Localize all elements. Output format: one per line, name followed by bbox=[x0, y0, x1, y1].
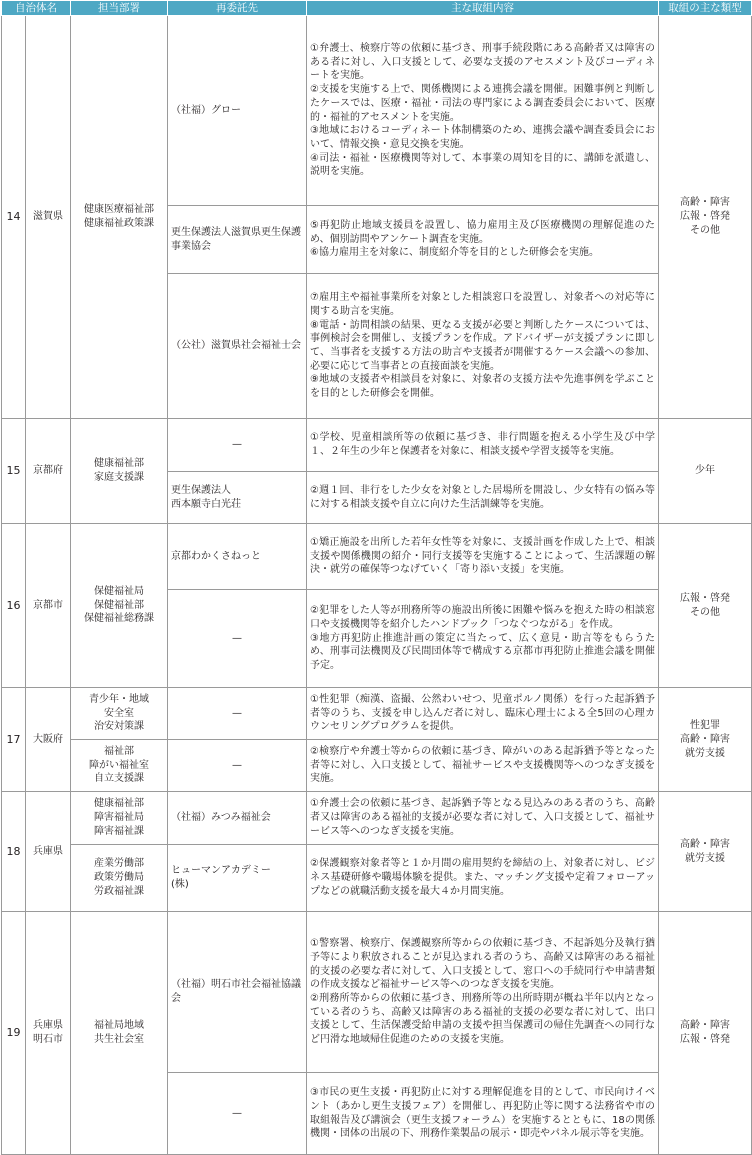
table-row bbox=[2, 524, 752, 590]
category: 高齢・障害 広報・啓発 その他 bbox=[659, 16, 752, 419]
municipality-name: 滋賀県 bbox=[26, 16, 71, 419]
department: 産業労働部 政策労働局 労政福祉課 bbox=[71, 845, 168, 912]
activity-content: ⑦雇用主や福祉事業所を対象とした相談窓口を設置し、対象者への対応等に関する助言を実施。 ⑧電話・訪問相談の結果、更なる支援が必要と判断したケースについては、事例検討会を開催し、支援プランを作成。アドバイザーが支援プランに即して、当事者を支援する方法の助言や支援者が開催するケース会議への参加、必要に応じて当事者との直接面談を実施。 ⑨地域の支援者や相談員を対象に、対象者の支援方法や先進事例を学ぶことを目的とした研修会を開催。 bbox=[307, 274, 659, 419]
category: 少年 bbox=[659, 419, 752, 524]
activity-content: ②検察庁や弁護士等からの依頼に基づき、障がいのある起訴猶予等となった者等に対し、入口支援として、福祉サービスや支援機関等へのつなぎ支援を実施。 bbox=[307, 740, 659, 792]
municipality-name: 兵庫県 明石市 bbox=[26, 912, 71, 1155]
contractor: （社福）明石市社会福祉協議会 bbox=[168, 912, 307, 1073]
table-row bbox=[2, 688, 752, 740]
header-municipality: 自治体名 bbox=[2, 1, 71, 16]
table-row bbox=[2, 845, 752, 912]
row-number: 16 bbox=[2, 524, 26, 688]
contractor: ヒューマンアカデミー (株) bbox=[168, 845, 307, 912]
header-activities: 主な取組内容 bbox=[307, 1, 659, 16]
header-department: 担当部署 bbox=[71, 1, 168, 16]
contractor: 更生保護法人 西本願寺白光荘 bbox=[168, 472, 307, 524]
row-number: 18 bbox=[2, 792, 26, 912]
activity-content: ①警察署、検察庁、保護観察所等からの依頼に基づき、不起訴処分及執行猶予等により釈放されることが見込まれる者のうち、高齢又は障害のある福祉的支援の必要な者に対して、入口支援として、窓口への手続同行や申請書類の作成支援など福祉サービス等へのつなぎ支援を実施。 ②刑務所等からの依頼に基づき、刑務所等の出所時期が概ね半年以内となっている者のうち、高齢又は障害のある福祉的支援の必要な者に対して、出口支援として、生活保護受給申請の支援や担当保護司の帰住先調査への同行など円滑な地域帰住促進のための支援を実施。 bbox=[307, 912, 659, 1073]
table-row bbox=[2, 912, 752, 1073]
contractor: — bbox=[168, 740, 307, 792]
activity-content: ①学校、児童相談所等の依頼に基づき、非行問題を抱える小学生及び中学１、２年生の少年と保護者を対象に、相談支援や学習支援等を実施。 bbox=[307, 419, 659, 472]
contractor: （社福）グロー bbox=[168, 16, 307, 206]
department: 青少年・地域 安全室 治安対策課 bbox=[71, 688, 168, 740]
contractor: 京都わかくさねっと bbox=[168, 524, 307, 590]
activity-content: ①性犯罪（痴漢、盗撮、公然わいせつ、児童ポルノ関係）を行った起訴猶予者等のうち、支援を申し込んだ者に対し、臨床心理士による全5回の心理カウンセリングプログラムを提供。 bbox=[307, 688, 659, 740]
category: 高齢・障害 広報・啓発 bbox=[659, 912, 752, 1155]
activity-content: ②犯罪をした人等が刑務所等の施設出所後に困難や悩みを抱えた時の相談窓口や支援機関等を紹介したハンドブック「つなぐつながる」を作成。 ③地方再犯防止推進計画の策定に当たって、広く意見・助言等をもらうため、刑事司法機関及び民間団体等で構成する京都市再犯防止推進会議を開催予定。 bbox=[307, 590, 659, 688]
contractor: — bbox=[168, 1073, 307, 1155]
department: 健康福祉部 家庭支援課 bbox=[71, 419, 168, 524]
category: 広報・啓発 その他 bbox=[659, 524, 752, 688]
row-number: 15 bbox=[2, 419, 26, 524]
table-row bbox=[2, 419, 752, 472]
table-row bbox=[2, 792, 752, 845]
category: 高齢・障害 就労支援 bbox=[659, 792, 752, 912]
municipality-name: 兵庫県 bbox=[26, 792, 71, 912]
contractor: — bbox=[168, 419, 307, 472]
activity-content: ②週１回、非行をした少女を対象とした居場所を開設し、少女特有の悩み等に対する相談支援や自立に向けた生活訓練等を実施。 bbox=[307, 472, 659, 524]
header-category: 取組の主な類型 bbox=[659, 1, 752, 16]
department: 健康医療福祉部 健康福祉政策課 bbox=[71, 16, 168, 419]
municipality-name: 京都府 bbox=[26, 419, 71, 524]
contractor: — bbox=[168, 688, 307, 740]
contractor: 更生保護法人滋賀県更生保護事業協会 bbox=[168, 206, 307, 274]
department: 福祉局地域 共生社会室 bbox=[71, 912, 168, 1155]
department: 福祉部 障がい福祉室 自立支援課 bbox=[71, 740, 168, 792]
header-contractor: 再委託先 bbox=[168, 1, 307, 16]
row-number: 19 bbox=[2, 912, 26, 1155]
row-number: 17 bbox=[2, 688, 26, 792]
row-number: 14 bbox=[2, 16, 26, 419]
contractor: （公社）滋賀県社会福祉士会 bbox=[168, 274, 307, 419]
municipality-name: 京都市 bbox=[26, 524, 71, 688]
activity-content: ①弁護士会の依頼に基づき、起訴猶予等となる見込みのある者のうち、高齢者又は障害のある福祉的支援が必要な者に対して、入口支援として、福祉サービス等へのつなぎ支援を実施。 bbox=[307, 792, 659, 845]
contractor: — bbox=[168, 590, 307, 688]
activity-content: ⑤再犯防止地域支援員を設置し、協力雇用主及び医療機関の理解促進のため、個別訪問やアンケート調査を実施。 ⑥協力雇用主を対象に、制度紹介等を目的とした研修会を実施。 bbox=[307, 206, 659, 274]
activity-content: ①弁護士、検察庁等の依頼に基づき、刑事手続段階にある高齢者又は障害のある者に対し、入口支援として、必要な支援のアセスメント及びコーディネートを実施。 ②支援を実施する上で、関係機関による連携会議を開催。困難事例と判断したケースでは、医療・福祉・司法の専門家による調査委員会において、医療的・福祉的アセスメントを実施。 ③地域におけるコーディネート体制構築のため、連携会議や調査委員会において、情報交換・意見交換を実施。 ④司法・福祉・医療機関等対して、本事業の周知を目的に、講師を派遣し、説明を実施。 bbox=[307, 16, 659, 206]
initiatives-table bbox=[1, 1, 752, 1155]
municipality-name: 大阪府 bbox=[26, 688, 71, 792]
activity-content: ③市民の更生支援・再犯防止に対する理解促進を目的として、市民向けイベント（あかし更生支援フェア）を開催し、再犯防止等に関する法務省や市の取組報告及び講演会（更生支援フォーラム）を実施するとともに、18の関係機関・団体の出展の下、刑務作業製品の展示・即売やパネル展示等を実施。 bbox=[307, 1073, 659, 1155]
department: 健康福祉部 障害福祉局 障害福祉課 bbox=[71, 792, 168, 845]
activity-content: ②保護観察対象者等と１か月間の雇用契約を締結の上、対象者に対し、ビジネス基礎研修や職場体験を提供。また、マッチング支援や定着フォローアップなどの就職活動支援を最大４か月間実施。 bbox=[307, 845, 659, 912]
department: 保健福祉局 保健福祉部 保健福祉総務課 bbox=[71, 524, 168, 688]
header-row bbox=[2, 1, 752, 16]
contractor: （社福）みつみ福祉会 bbox=[168, 792, 307, 845]
category: 性犯罪 高齢・障害 就労支援 bbox=[659, 688, 752, 792]
activity-content: ①矯正施設を出所した若年女性等を対象に、支援計画を作成した上で、相談支援や関係機関の紹介・同行支援等を実施することによって、生活課題の解決・就労の確保等つなげていく「寄り添い支援」を実施。 bbox=[307, 524, 659, 590]
table-row bbox=[2, 16, 752, 206]
table-row bbox=[2, 740, 752, 792]
